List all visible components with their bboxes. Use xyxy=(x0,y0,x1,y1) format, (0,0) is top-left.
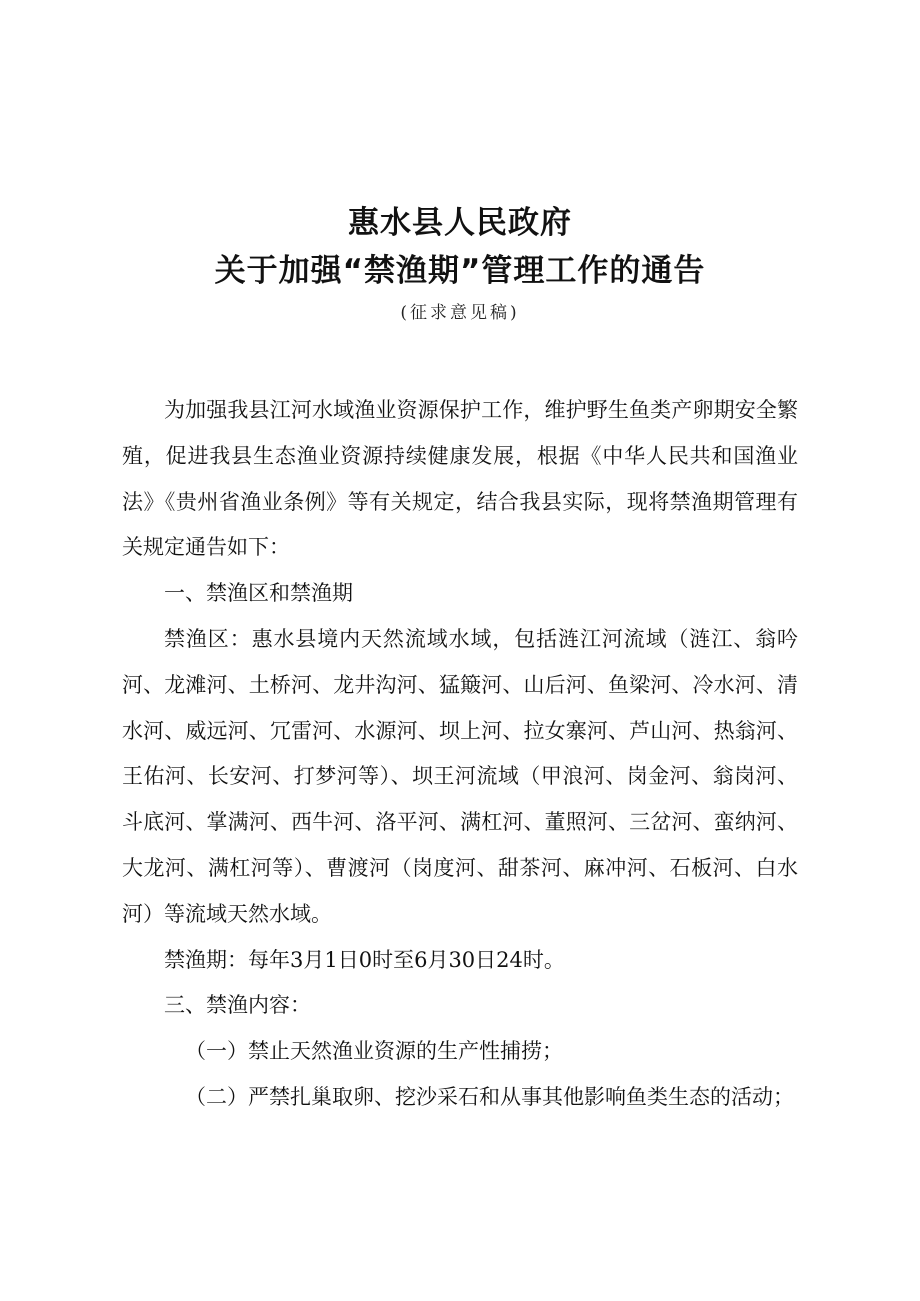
fishing-ban-period-paragraph: 禁渔期：每年3月1日0时至6月30日24时。 xyxy=(164,947,565,972)
intro-paragraph: 为加强我县江河水域渔业资源保护工作，维护野生鱼类产卵期安全繁殖，促进我县生态渔业资源持续健康发展，根据《中华人民共和国渔业法》《贵州省渔业条例》等有关规定，结合我县实际，现将禁渔期管理有关规定通告如下： xyxy=(122,398,798,560)
section-heading-ban-content: 三、禁渔内容： xyxy=(164,993,311,1018)
section-heading-zone-period: 一、禁渔区和禁渔期 xyxy=(164,581,353,606)
document-title-line1: 惠水县人民政府 xyxy=(348,205,572,241)
ban-item-2: （二）严禁扎巢取卵、挖沙采石和从事其他影响鱼类生态的活动； xyxy=(185,1084,794,1109)
document-title-line2: 关于加强“禁渔期”管理工作的通告 xyxy=(214,253,706,289)
fishing-ban-zone-paragraph: 禁渔区：惠水县境内天然流域水域，包括涟江河流域（涟江、翁吟河、龙滩河、土桥河、龙井沟河、猛簸河、山后河、鱼梁河、冷水河、清水河、威远河、冗雷河、水源河、坝上河、拉女寨河、芦山河、热翁河、王佑河、长安河、打梦河等）、坝王河流域（甲浪河、岗金河、翁岗河、斗底河、掌满河、西牛河、洛平河、满杠河、董照河、三岔河、蛮纳河、大龙河、满杠河等）、曹渡河（岗度河、甜茶河、麻冲河、石板河、白水河）等流域天然水域。 xyxy=(122,626,798,926)
ban-item-1: （一）禁止天然渔业资源的生产性捕捞； xyxy=(185,1039,563,1064)
document-body xyxy=(122,388,798,1121)
document-subtitle: (征求意见稿) xyxy=(400,303,520,323)
